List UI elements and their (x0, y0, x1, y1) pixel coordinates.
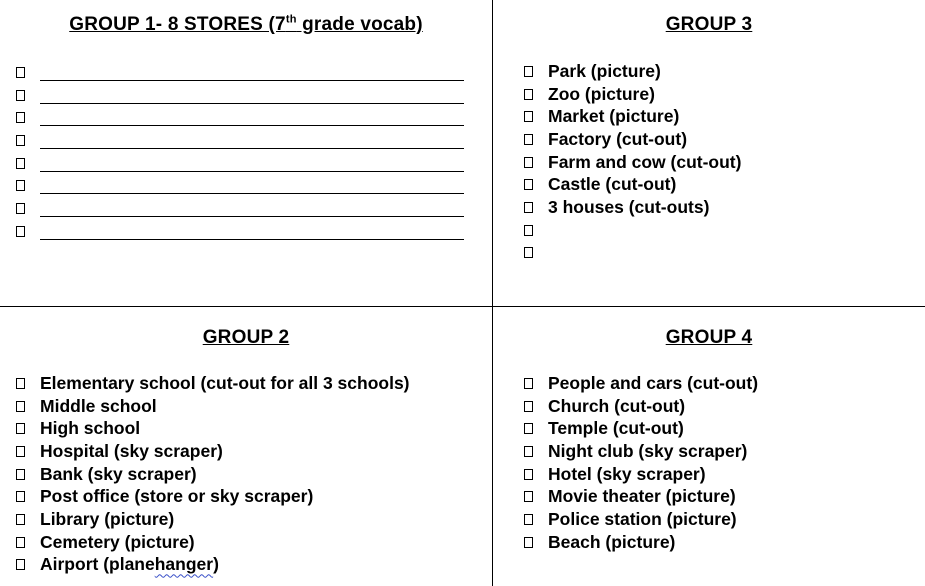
group3-list (524, 60, 741, 264)
list-item: Park (picture) (524, 60, 741, 83)
checkbox-icon[interactable] (16, 203, 25, 214)
list-item: Movie theater (picture) (524, 485, 758, 508)
checkbox-icon[interactable] (16, 67, 25, 78)
checkbox-icon[interactable] (524, 469, 533, 480)
group2-title: GROUP 2 (202, 327, 290, 348)
list-item: Hospital (sky scraper) (16, 440, 410, 463)
checkbox-icon[interactable] (524, 247, 533, 258)
checkbox-icon[interactable] (16, 135, 25, 146)
group3-panel (493, 0, 925, 306)
list-item: Factory (cut-out) (524, 128, 741, 151)
checkbox-icon[interactable] (524, 401, 533, 412)
checkbox-icon[interactable] (16, 423, 25, 434)
group4-panel (493, 307, 925, 586)
blank-line (40, 204, 464, 217)
group2-panel (0, 307, 492, 586)
group4-list (524, 372, 758, 554)
checkbox-icon[interactable] (524, 89, 533, 100)
checkbox-icon[interactable] (16, 112, 25, 123)
list-item: Airport (plane hanger ) (16, 554, 410, 577)
checkbox-icon[interactable] (524, 111, 533, 122)
checkbox-icon[interactable] (16, 401, 25, 412)
checkbox-icon[interactable] (524, 179, 533, 190)
blank-line-item (16, 152, 464, 175)
list-item: Middle school (16, 395, 410, 418)
blank-line-item (16, 61, 464, 84)
blank-line-item (16, 174, 464, 197)
blank-line (40, 181, 464, 194)
blank-line (40, 159, 464, 172)
checkbox-icon[interactable] (524, 446, 533, 457)
list-item: Post office (store or sky scraper) (16, 485, 410, 508)
checkbox-icon[interactable] (524, 491, 533, 502)
checkbox-icon[interactable] (524, 134, 533, 145)
checkbox-icon[interactable] (16, 90, 25, 101)
checkbox-icon[interactable] (16, 180, 25, 191)
group1-title: GROUP 1- 8 STORES (7th grade vocab) (69, 13, 423, 35)
list-item (524, 242, 741, 265)
group1-list (16, 61, 464, 243)
checkbox-icon[interactable] (16, 158, 25, 169)
list-item: Elementary school (cut-out for all 3 schools) (16, 372, 410, 395)
checkbox-icon[interactable] (16, 514, 25, 525)
checkbox-icon[interactable] (524, 378, 533, 389)
checkbox-icon[interactable] (524, 514, 533, 525)
list-item: Hotel (sky scraper) (524, 463, 758, 486)
blank-line (40, 136, 464, 149)
blank-line-item (16, 106, 464, 129)
list-item: Market (picture) (524, 105, 741, 128)
list-item: People and cars (cut-out) (524, 372, 758, 395)
group2-list (16, 372, 410, 576)
blank-line (40, 91, 464, 104)
checkbox-icon[interactable] (16, 537, 25, 548)
checkbox-icon[interactable] (16, 491, 25, 502)
checkbox-icon[interactable] (16, 469, 25, 480)
list-item: Castle (cut-out) (524, 173, 741, 196)
list-item: Cemetery (picture) (16, 531, 410, 554)
blank-line-item (16, 220, 464, 243)
checkbox-icon[interactable] (16, 226, 25, 237)
group1-panel (0, 0, 492, 306)
blank-line-item (16, 197, 464, 220)
checkbox-icon[interactable] (524, 537, 533, 548)
checkbox-icon[interactable] (524, 157, 533, 168)
list-item: 3 houses (cut-outs) (524, 196, 741, 219)
list-item: Bank (sky scraper) (16, 463, 410, 486)
list-item: Library (picture) (16, 508, 410, 531)
group4-title: GROUP 4 (665, 327, 753, 348)
checkbox-icon[interactable] (16, 378, 25, 389)
list-item: Night club (sky scraper) (524, 440, 758, 463)
list-item: High school (16, 417, 410, 440)
list-item: Beach (picture) (524, 531, 758, 554)
list-item: Police station (picture) (524, 508, 758, 531)
list-item: Temple (cut-out) (524, 417, 758, 440)
checkbox-icon[interactable] (524, 66, 533, 77)
blank-line (40, 68, 464, 81)
checkbox-icon[interactable] (16, 559, 25, 570)
blank-line-item (16, 129, 464, 152)
list-item: Zoo (picture) (524, 83, 741, 106)
list-item (524, 219, 741, 242)
group3-title: GROUP 3 (665, 14, 753, 35)
checkbox-icon[interactable] (524, 202, 533, 213)
list-item: Church (cut-out) (524, 395, 758, 418)
blank-line (40, 227, 464, 240)
blank-line-item (16, 84, 464, 107)
list-item: Farm and cow (cut-out) (524, 151, 741, 174)
checkbox-icon[interactable] (524, 423, 533, 434)
checkbox-icon[interactable] (524, 225, 533, 236)
checkbox-icon[interactable] (16, 446, 25, 457)
spellcheck-flagged-word: hanger (154, 554, 214, 575)
blank-line (40, 113, 464, 126)
